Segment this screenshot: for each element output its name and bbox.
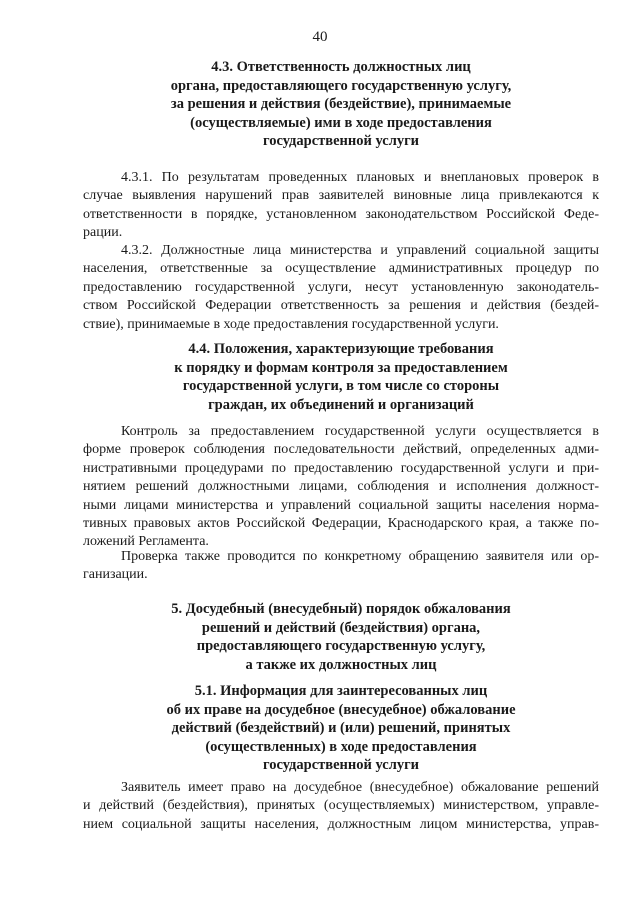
- paragraph-line: форме проверок соблюдения последовательности действий, определенных адми-: [83, 442, 599, 458]
- paragraph-line: 4.3.1. По результатам проведенных плановых и внеплановых проверок в: [121, 170, 599, 185]
- section-4-4-heading: [83, 340, 599, 414]
- paragraph-line: 4.3.2. Должностные лица министерства и управлений социальной защиты: [121, 243, 599, 258]
- paragraph-line: случае выявления нарушений прав заявителей виновные лица привлекаются к: [83, 188, 599, 204]
- paragraph-line: Заявитель имеет право на досудебное (внесудебное) обжалование решений: [121, 780, 599, 795]
- paragraph-5-1-appeal: [83, 779, 599, 834]
- section-4-3-heading: [83, 58, 599, 151]
- paragraph-4-4-inspection: [83, 548, 599, 585]
- paragraph-line: ганизации.: [83, 567, 148, 583]
- section-5-heading: [83, 600, 599, 674]
- paragraph-line: предоставлению государственной услуги, несут установленную законодатель-: [83, 279, 599, 295]
- paragraph-line: ответственности в порядке, установленном законодательством Российской Феде-: [83, 206, 599, 222]
- paragraph-line: нятием решений должностными лицами, соблюдения и исполнения должност-: [83, 479, 599, 495]
- heading-line: а также их должностных лиц: [245, 656, 437, 673]
- heading-line: 4.4. Положения, характеризующие требования: [188, 341, 494, 357]
- page-number: 40: [312, 29, 328, 45]
- paragraph-line: нием социальной защиты населения, должностным лицом министерства, управ-: [83, 816, 599, 832]
- heading-line: граждан, их объединений и организаций: [208, 396, 474, 413]
- heading-line: органа, предоставляющего государственную услугу,: [170, 77, 512, 94]
- paragraph-line: ствие), принимаемые в ходе предоставления государственной услуги.: [83, 316, 499, 332]
- heading-line: государственной услуги, в том числе со стороны: [182, 378, 500, 395]
- paragraph-4-4-control: [83, 423, 599, 552]
- paragraph-line: населения, ответственные за осуществление административных процедур по: [83, 261, 599, 277]
- heading-line: действий (бездействий) и (или) решений, принятых: [171, 720, 511, 737]
- heading-line: 5.1. Информация для заинтересованных лиц: [194, 683, 488, 699]
- heading-line: решений и действий (бездействия) органа,: [201, 619, 481, 636]
- paragraph-line: рации.: [83, 225, 123, 241]
- heading-line: к порядку и формам контроля за предоставлением: [174, 359, 508, 376]
- paragraph-4-3-2: [83, 242, 599, 334]
- paragraph-line: ством Российской Федерации ответственность за решения и действия (бездей-: [83, 298, 599, 314]
- paragraph-line: и действий (бездействия), принятых (осуществляемых) министерством, управле-: [83, 798, 599, 814]
- paragraph-line: тивных правовых актов Российской Федерации, Краснодарского края, а также по-: [83, 516, 599, 532]
- heading-line: государственной услуги: [262, 133, 420, 150]
- heading-line: об их праве на досудебное (внесудебное) обжалование: [166, 701, 516, 718]
- paragraph-4-3-1: [83, 169, 599, 243]
- paragraph-line: ложений Регламента.: [83, 534, 209, 550]
- paragraph-line: ными лицами министерства и управлений социальной защиты населения норма-: [83, 497, 599, 513]
- paragraph-line: Контроль за предоставлением государственной услуги осуществляется в: [121, 424, 599, 439]
- heading-line: государственной услуги: [262, 757, 420, 774]
- heading-line: 4.3. Ответственность должностных лиц: [211, 59, 471, 75]
- heading-line: предоставляющего государственную услугу,: [196, 638, 486, 655]
- paragraph-line: нистративными процедурами по предоставлению государственной услуги и при-: [83, 460, 599, 476]
- paragraph-line: Проверка также проводится по конкретному обращению заявителя или ор-: [121, 549, 599, 564]
- heading-line: (осуществленных) в ходе предоставления: [205, 738, 477, 755]
- heading-line: за решения и действия (бездействие), принимаемые: [170, 96, 512, 113]
- heading-line: 5. Досудебный (внесудебный) порядок обжалования: [171, 601, 511, 617]
- heading-line: (осуществляемые) ими в ходе предоставления: [190, 114, 492, 131]
- section-5-1-heading: [83, 682, 599, 775]
